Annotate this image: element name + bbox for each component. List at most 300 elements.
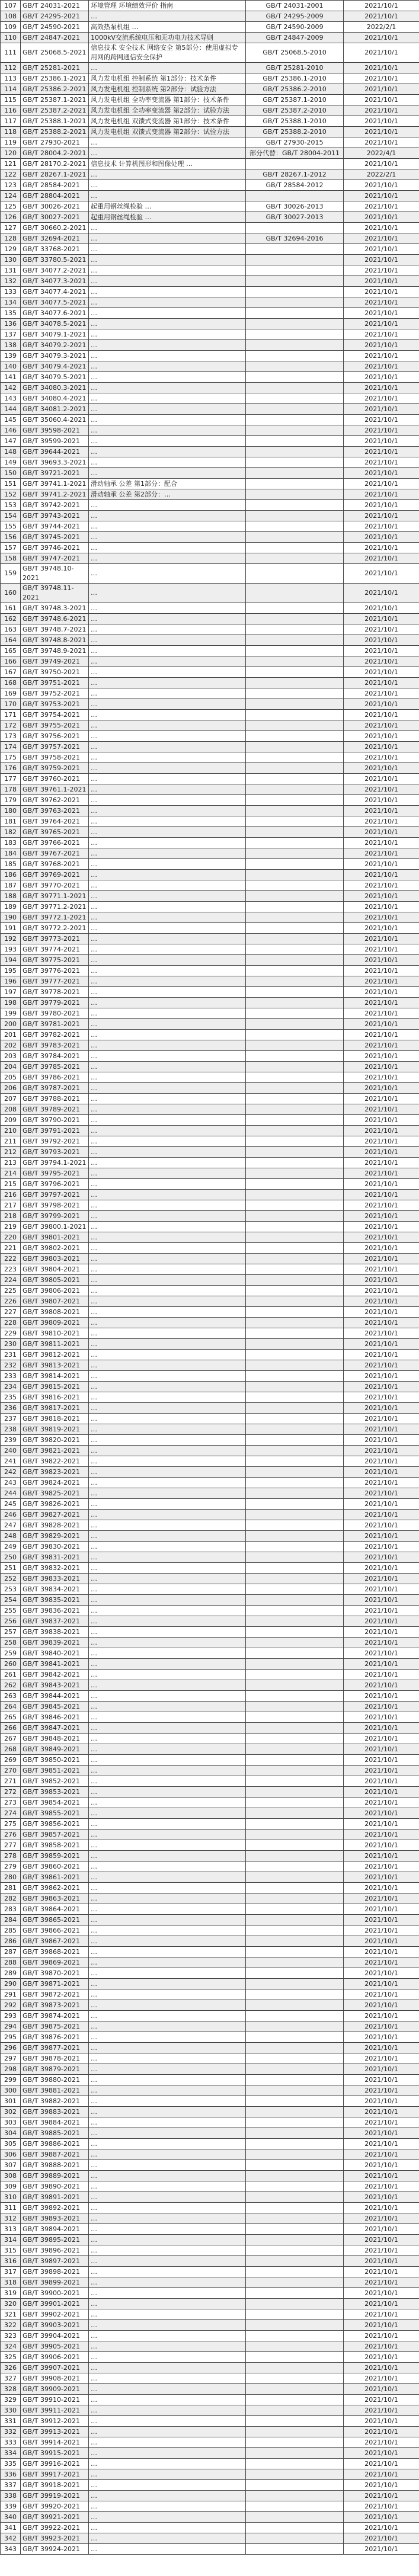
effective-date: 2021/10/1	[344, 2107, 419, 2117]
effective-date: 2021/10/1	[344, 806, 419, 816]
replaced-standard	[246, 2427, 344, 2437]
replaced-standard	[246, 1989, 344, 2000]
table-row	[1, 1659, 419, 1670]
table-row	[1, 2160, 419, 2171]
effective-date: 2021/10/1	[344, 2469, 419, 2480]
standard-name: …	[89, 2480, 246, 2491]
row-index: 271	[1, 1776, 21, 1787]
standard-name: …	[89, 1734, 246, 1744]
effective-date: 2021/10/1	[344, 2149, 419, 2160]
table-row	[1, 223, 419, 233]
replaced-standard	[246, 880, 344, 891]
replaced-standard	[246, 624, 344, 635]
row-index: 132	[1, 276, 21, 287]
table-row	[1, 11, 419, 22]
standard-name: …	[89, 1488, 246, 1499]
replaced-standard	[246, 784, 344, 795]
standard-number: GB/T 39903-2021	[21, 2320, 89, 2331]
replaced-standard	[246, 1936, 344, 1947]
row-index: 206	[1, 1083, 21, 1094]
replaced-standard	[246, 1243, 344, 1254]
table-row	[1, 1648, 419, 1659]
effective-date: 2021/10/1	[344, 2352, 419, 2363]
replaced-standard	[246, 532, 344, 543]
table-row	[1, 1627, 419, 1638]
standard-name: …	[89, 2544, 246, 2555]
replaced-standard: GB/T 28267.1-2012	[246, 169, 344, 180]
table-row	[1, 22, 419, 33]
replaced-standard	[246, 667, 344, 678]
row-index: 225	[1, 1286, 21, 1296]
effective-date: 2021/10/1	[344, 1734, 419, 1744]
row-index: 210	[1, 1126, 21, 1136]
table-row	[1, 2224, 419, 2235]
standard-number: GB/T 39898-2021	[21, 2267, 89, 2277]
table-row	[1, 1787, 419, 1798]
standard-name: …	[89, 584, 246, 603]
standard-number: GB/T 39748.9-2021	[21, 646, 89, 656]
row-index: 340	[1, 2512, 21, 2523]
row-index: 108	[1, 11, 21, 22]
standard-name: …	[89, 1680, 246, 1691]
table-row	[1, 1062, 419, 1072]
replaced-standard	[246, 543, 344, 553]
row-index: 185	[1, 859, 21, 870]
effective-date: 2021/10/1	[344, 976, 419, 987]
standard-name: …	[89, 2107, 246, 2117]
replaced-standard	[246, 1595, 344, 1606]
row-index: 257	[1, 1627, 21, 1638]
replaced-standard	[246, 1286, 344, 1296]
standard-name: …	[89, 393, 246, 404]
table-row	[1, 976, 419, 987]
row-index: 247	[1, 1520, 21, 1531]
table-row	[1, 998, 419, 1008]
standard-number: GB/T 39826-2021	[21, 1499, 89, 1510]
standard-number: GB/T 39874-2021	[21, 2011, 89, 2021]
effective-date: 2021/10/1	[344, 1606, 419, 1616]
standard-number: GB/T 39897-2021	[21, 2256, 89, 2267]
replaced-standard	[246, 2192, 344, 2203]
table-row	[1, 1915, 419, 1925]
standard-name: …	[89, 543, 246, 553]
replaced-standard	[246, 656, 344, 667]
row-index: 238	[1, 1424, 21, 1435]
table-row	[1, 1904, 419, 1915]
standard-number: GB/T 39770-2021	[21, 880, 89, 891]
replaced-standard	[246, 2544, 344, 2555]
standard-name: 风力发电机组 双馈式变流器 第2部分：试验方法	[89, 127, 246, 137]
standard-name: …	[89, 614, 246, 624]
table-row	[1, 532, 419, 543]
row-index: 229	[1, 1328, 21, 1339]
row-index: 213	[1, 1158, 21, 1168]
replaced-standard	[246, 1979, 344, 1989]
standard-name: …	[89, 2416, 246, 2427]
row-index: 263	[1, 1691, 21, 1702]
effective-date: 2021/10/1	[344, 1627, 419, 1638]
row-index: 226	[1, 1296, 21, 1307]
standard-number: GB/T 39828-2021	[21, 1520, 89, 1531]
effective-date: 2021/10/1	[344, 2117, 419, 2128]
standard-name: …	[89, 2000, 246, 2011]
row-index: 272	[1, 1787, 21, 1798]
table-row	[1, 656, 419, 667]
replaced-standard	[246, 468, 344, 479]
standard-name: …	[89, 2192, 246, 2203]
table-row	[1, 1094, 419, 1104]
standard-number: GB/T 39856-2021	[21, 1819, 89, 1830]
replaced-standard	[246, 1414, 344, 1424]
effective-date: 2021/10/1	[344, 1104, 419, 1115]
effective-date: 2021/10/1	[344, 351, 419, 361]
standard-name: …	[89, 870, 246, 880]
effective-date: 2021/10/1	[344, 1915, 419, 1925]
row-index: 230	[1, 1339, 21, 1350]
effective-date: 2021/10/1	[344, 635, 419, 646]
row-index: 214	[1, 1168, 21, 1179]
standard-name: …	[89, 912, 246, 923]
standard-number: GB/T 39747-2021	[21, 553, 89, 564]
row-index: 323	[1, 2331, 21, 2341]
table-row	[1, 1808, 419, 1819]
standard-number: GB/T 39721-2021	[21, 468, 89, 479]
replaced-standard	[246, 255, 344, 265]
row-index: 191	[1, 923, 21, 934]
table-row	[1, 2309, 419, 2320]
standard-name: …	[89, 1627, 246, 1638]
table-row	[1, 2491, 419, 2501]
standard-name: …	[89, 1232, 246, 1243]
standard-number: GB/T 39803-2021	[21, 1254, 89, 1264]
replaced-standard	[246, 1190, 344, 1200]
effective-date: 2021/10/1	[344, 1819, 419, 1830]
standard-number: GB/T 34078.5-2021	[21, 319, 89, 329]
effective-date: 2021/10/1	[344, 859, 419, 870]
replaced-standard	[246, 2299, 344, 2309]
replaced-standard	[246, 521, 344, 532]
standard-name: …	[89, 1808, 246, 1819]
table-row	[1, 1638, 419, 1648]
row-index: 309	[1, 2181, 21, 2192]
effective-date: 2021/10/1	[344, 2416, 419, 2427]
replaced-standard	[246, 436, 344, 447]
standard-name: …	[89, 2277, 246, 2288]
replaced-standard	[246, 1168, 344, 1179]
standard-name: …	[89, 2299, 246, 2309]
standard-name: 风力发电机组 全功率变流器 第1部分：技术条件	[89, 95, 246, 105]
table-row	[1, 1200, 419, 1211]
row-index: 333	[1, 2437, 21, 2448]
standard-name: …	[89, 1200, 246, 1211]
effective-date: 2022/2/1	[344, 169, 419, 180]
standard-number: GB/T 39875-2021	[21, 2021, 89, 2032]
standard-name: 风力发电机组 双馈式变流器 第1部分：技术条件	[89, 116, 246, 127]
standard-number: GB/T 39783-2021	[21, 1040, 89, 1051]
effective-date: 2021/10/1	[344, 180, 419, 191]
row-index: 136	[1, 319, 21, 329]
row-index: 284	[1, 1915, 21, 1925]
standard-name: 起重用钢丝绳检验 …	[89, 201, 246, 212]
effective-date: 2021/10/1	[344, 584, 419, 603]
replaced-standard	[246, 1552, 344, 1563]
standard-number: GB/T 39754-2021	[21, 710, 89, 720]
effective-date: 2021/10/1	[344, 880, 419, 891]
effective-date: 2021/10/1	[344, 1147, 419, 1158]
row-index: 117	[1, 116, 21, 127]
standard-number: GB/T 39890-2021	[21, 2181, 89, 2192]
replaced-standard	[246, 2224, 344, 2235]
standard-number: GB/T 39832-2021	[21, 1563, 89, 1574]
row-index: 135	[1, 308, 21, 319]
replaced-standard	[246, 2331, 344, 2341]
row-index: 322	[1, 2320, 21, 2331]
row-index: 186	[1, 870, 21, 880]
table-row	[1, 1574, 419, 1584]
table-row	[1, 1190, 419, 1200]
table-row	[1, 1275, 419, 1286]
standard-number: GB/T 39808-2021	[21, 1307, 89, 1318]
effective-date: 2021/10/1	[344, 1744, 419, 1755]
effective-date: 2021/10/1	[344, 543, 419, 553]
effective-date: 2021/10/1	[344, 603, 419, 614]
standard-name: …	[89, 1339, 246, 1350]
effective-date: 2021/10/1	[344, 1222, 419, 1232]
replaced-standard	[246, 1520, 344, 1531]
table-row	[1, 521, 419, 532]
row-index: 268	[1, 1744, 21, 1755]
table-row	[1, 2192, 419, 2203]
row-index: 260	[1, 1659, 21, 1670]
replaced-standard	[246, 2469, 344, 2480]
standard-name: …	[89, 1307, 246, 1318]
replaced-standard	[246, 902, 344, 912]
row-index: 114	[1, 84, 21, 95]
standard-name: …	[89, 2331, 246, 2341]
table-row	[1, 1126, 419, 1136]
standard-name: …	[89, 308, 246, 319]
effective-date: 2021/10/1	[344, 2235, 419, 2245]
table-row	[1, 308, 419, 319]
table-row	[1, 1446, 419, 1456]
effective-date: 2021/10/1	[344, 1830, 419, 1840]
row-index: 183	[1, 838, 21, 848]
replaced-standard	[246, 2384, 344, 2395]
replaced-standard	[246, 2117, 344, 2128]
table-row	[1, 1563, 419, 1574]
effective-date: 2021/10/1	[344, 1616, 419, 1627]
standard-name: …	[89, 1616, 246, 1627]
row-index: 299	[1, 2075, 21, 2085]
standard-name: …	[89, 468, 246, 479]
table-row	[1, 2448, 419, 2459]
row-index: 154	[1, 511, 21, 521]
effective-date: 2021/10/1	[344, 2256, 419, 2267]
table-row	[1, 1680, 419, 1691]
row-index: 338	[1, 2491, 21, 2501]
table-row	[1, 2213, 419, 2224]
table-row	[1, 1307, 419, 1318]
replaced-standard	[246, 1776, 344, 1787]
table-row	[1, 127, 419, 137]
effective-date: 2021/10/1	[344, 2213, 419, 2224]
table-row	[1, 2011, 419, 2021]
row-index: 248	[1, 1531, 21, 1542]
standard-name: …	[89, 1595, 246, 1606]
standard-number: GB/T 39906-2021	[21, 2352, 89, 2363]
replaced-standard	[246, 1872, 344, 1883]
standard-name: …	[89, 511, 246, 521]
standard-name: …	[89, 2437, 246, 2448]
standard-name: …	[89, 521, 246, 532]
standard-name: …	[89, 731, 246, 742]
standard-number: GB/T 39780-2021	[21, 1008, 89, 1019]
row-index: 223	[1, 1264, 21, 1275]
standard-number: GB/T 39809-2021	[21, 1318, 89, 1328]
effective-date: 2021/10/1	[344, 646, 419, 656]
standard-name: …	[89, 1893, 246, 1904]
table-row	[1, 1456, 419, 1467]
standard-name: …	[89, 1957, 246, 1968]
effective-date: 2021/10/1	[344, 2331, 419, 2341]
effective-date: 2021/10/1	[344, 1552, 419, 1563]
standard-number: GB/T 39788-2021	[21, 1094, 89, 1104]
standard-name: …	[89, 2523, 246, 2533]
table-row	[1, 1382, 419, 1392]
row-index: 251	[1, 1563, 21, 1574]
table-row	[1, 902, 419, 912]
table-row	[1, 2235, 419, 2245]
replaced-standard	[246, 1254, 344, 1264]
standard-name: …	[89, 1414, 246, 1424]
standard-name: …	[89, 891, 246, 902]
row-index: 331	[1, 2416, 21, 2427]
row-index: 302	[1, 2107, 21, 2117]
replaced-standard	[246, 699, 344, 710]
row-index: 270	[1, 1766, 21, 1776]
standard-name: …	[89, 710, 246, 720]
replaced-standard	[246, 912, 344, 923]
effective-date: 2021/10/1	[344, 1083, 419, 1094]
table-row	[1, 2331, 419, 2341]
standard-number: GB/T 39763-2021	[21, 806, 89, 816]
effective-date: 2021/10/1	[344, 688, 419, 699]
effective-date: 2021/10/1	[344, 1446, 419, 1456]
standard-number: GB/T 39887-2021	[21, 2149, 89, 2160]
standard-name: …	[89, 340, 246, 351]
table-row	[1, 447, 419, 457]
row-index: 228	[1, 1318, 21, 1328]
standard-number: GB/T 39741.2-2021	[21, 489, 89, 500]
standard-name: …	[89, 784, 246, 795]
table-row	[1, 1435, 419, 1446]
effective-date: 2021/10/1	[344, 244, 419, 255]
replaced-standard	[246, 1488, 344, 1499]
standard-name: …	[89, 1115, 246, 1126]
table-row	[1, 212, 419, 223]
replaced-standard	[246, 1094, 344, 1104]
row-index: 141	[1, 372, 21, 383]
effective-date: 2021/10/1	[344, 838, 419, 848]
effective-date: 2021/10/1	[344, 1851, 419, 1861]
row-index: 265	[1, 1712, 21, 1723]
table-row	[1, 763, 419, 774]
replaced-standard	[246, 1158, 344, 1168]
row-index: 261	[1, 1670, 21, 1680]
standard-name: …	[89, 2309, 246, 2320]
standard-name: …	[89, 191, 246, 201]
row-index: 320	[1, 2299, 21, 2309]
row-index: 258	[1, 1638, 21, 1648]
replaced-standard	[246, 816, 344, 827]
standard-number: GB/T 25386.1-2021	[21, 73, 89, 84]
standard-number: GB/T 39881-2021	[21, 2085, 89, 2096]
row-index: 310	[1, 2192, 21, 2203]
replaced-standard	[246, 1424, 344, 1435]
row-index: 147	[1, 436, 21, 447]
row-index: 207	[1, 1094, 21, 1104]
row-index: 288	[1, 1957, 21, 1968]
standard-name: …	[89, 148, 246, 159]
effective-date: 2021/10/1	[344, 1542, 419, 1552]
effective-date: 2021/10/1	[344, 1968, 419, 1979]
table-row	[1, 489, 419, 500]
table-row	[1, 2149, 419, 2160]
effective-date: 2021/10/1	[344, 2053, 419, 2064]
effective-date: 2021/10/1	[344, 848, 419, 859]
replaced-standard: GB/T 24295-2009	[246, 11, 344, 22]
table-row	[1, 603, 419, 614]
standard-number: GB/T 34081.2-2021	[21, 404, 89, 415]
row-index: 305	[1, 2139, 21, 2149]
standard-number: GB/T 39876-2021	[21, 2032, 89, 2043]
table-row	[1, 1851, 419, 1861]
table-row	[1, 1072, 419, 1083]
table-row	[1, 1798, 419, 1808]
replaced-standard	[246, 1318, 344, 1328]
table-row	[1, 2277, 419, 2288]
table-row	[1, 720, 419, 731]
standard-name: …	[89, 436, 246, 447]
effective-date: 2021/10/1	[344, 404, 419, 415]
replaced-standard	[246, 2053, 344, 2064]
standard-name: …	[89, 553, 246, 564]
effective-date: 2021/10/1	[344, 372, 419, 383]
standard-name: 环境管理 环境绩效评价 指南	[89, 1, 246, 11]
standard-number: GB/T 39777-2021	[21, 976, 89, 987]
standard-name: …	[89, 1008, 246, 1019]
table-row	[1, 297, 419, 308]
table-row	[1, 699, 419, 710]
replaced-standard	[246, 806, 344, 816]
row-index: 192	[1, 934, 21, 944]
table-row	[1, 1414, 419, 1424]
standard-number: GB/T 39854-2021	[21, 1798, 89, 1808]
table-row	[1, 1947, 419, 1957]
standard-number: GB/T 39755-2021	[21, 720, 89, 731]
standard-number: GB/T 39835-2021	[21, 1595, 89, 1606]
replaced-standard: GB/T 27930-2015	[246, 137, 344, 148]
standard-number: GB/T 25388.1-2021	[21, 116, 89, 127]
standard-name: …	[89, 955, 246, 966]
effective-date: 2021/10/1	[344, 1467, 419, 1478]
standard-name: …	[89, 1691, 246, 1702]
standard-name: …	[89, 1606, 246, 1616]
row-index: 232	[1, 1360, 21, 1371]
standard-name: …	[89, 1510, 246, 1520]
standard-number: GB/T 39916-2021	[21, 2459, 89, 2469]
row-index: 246	[1, 1510, 21, 1520]
